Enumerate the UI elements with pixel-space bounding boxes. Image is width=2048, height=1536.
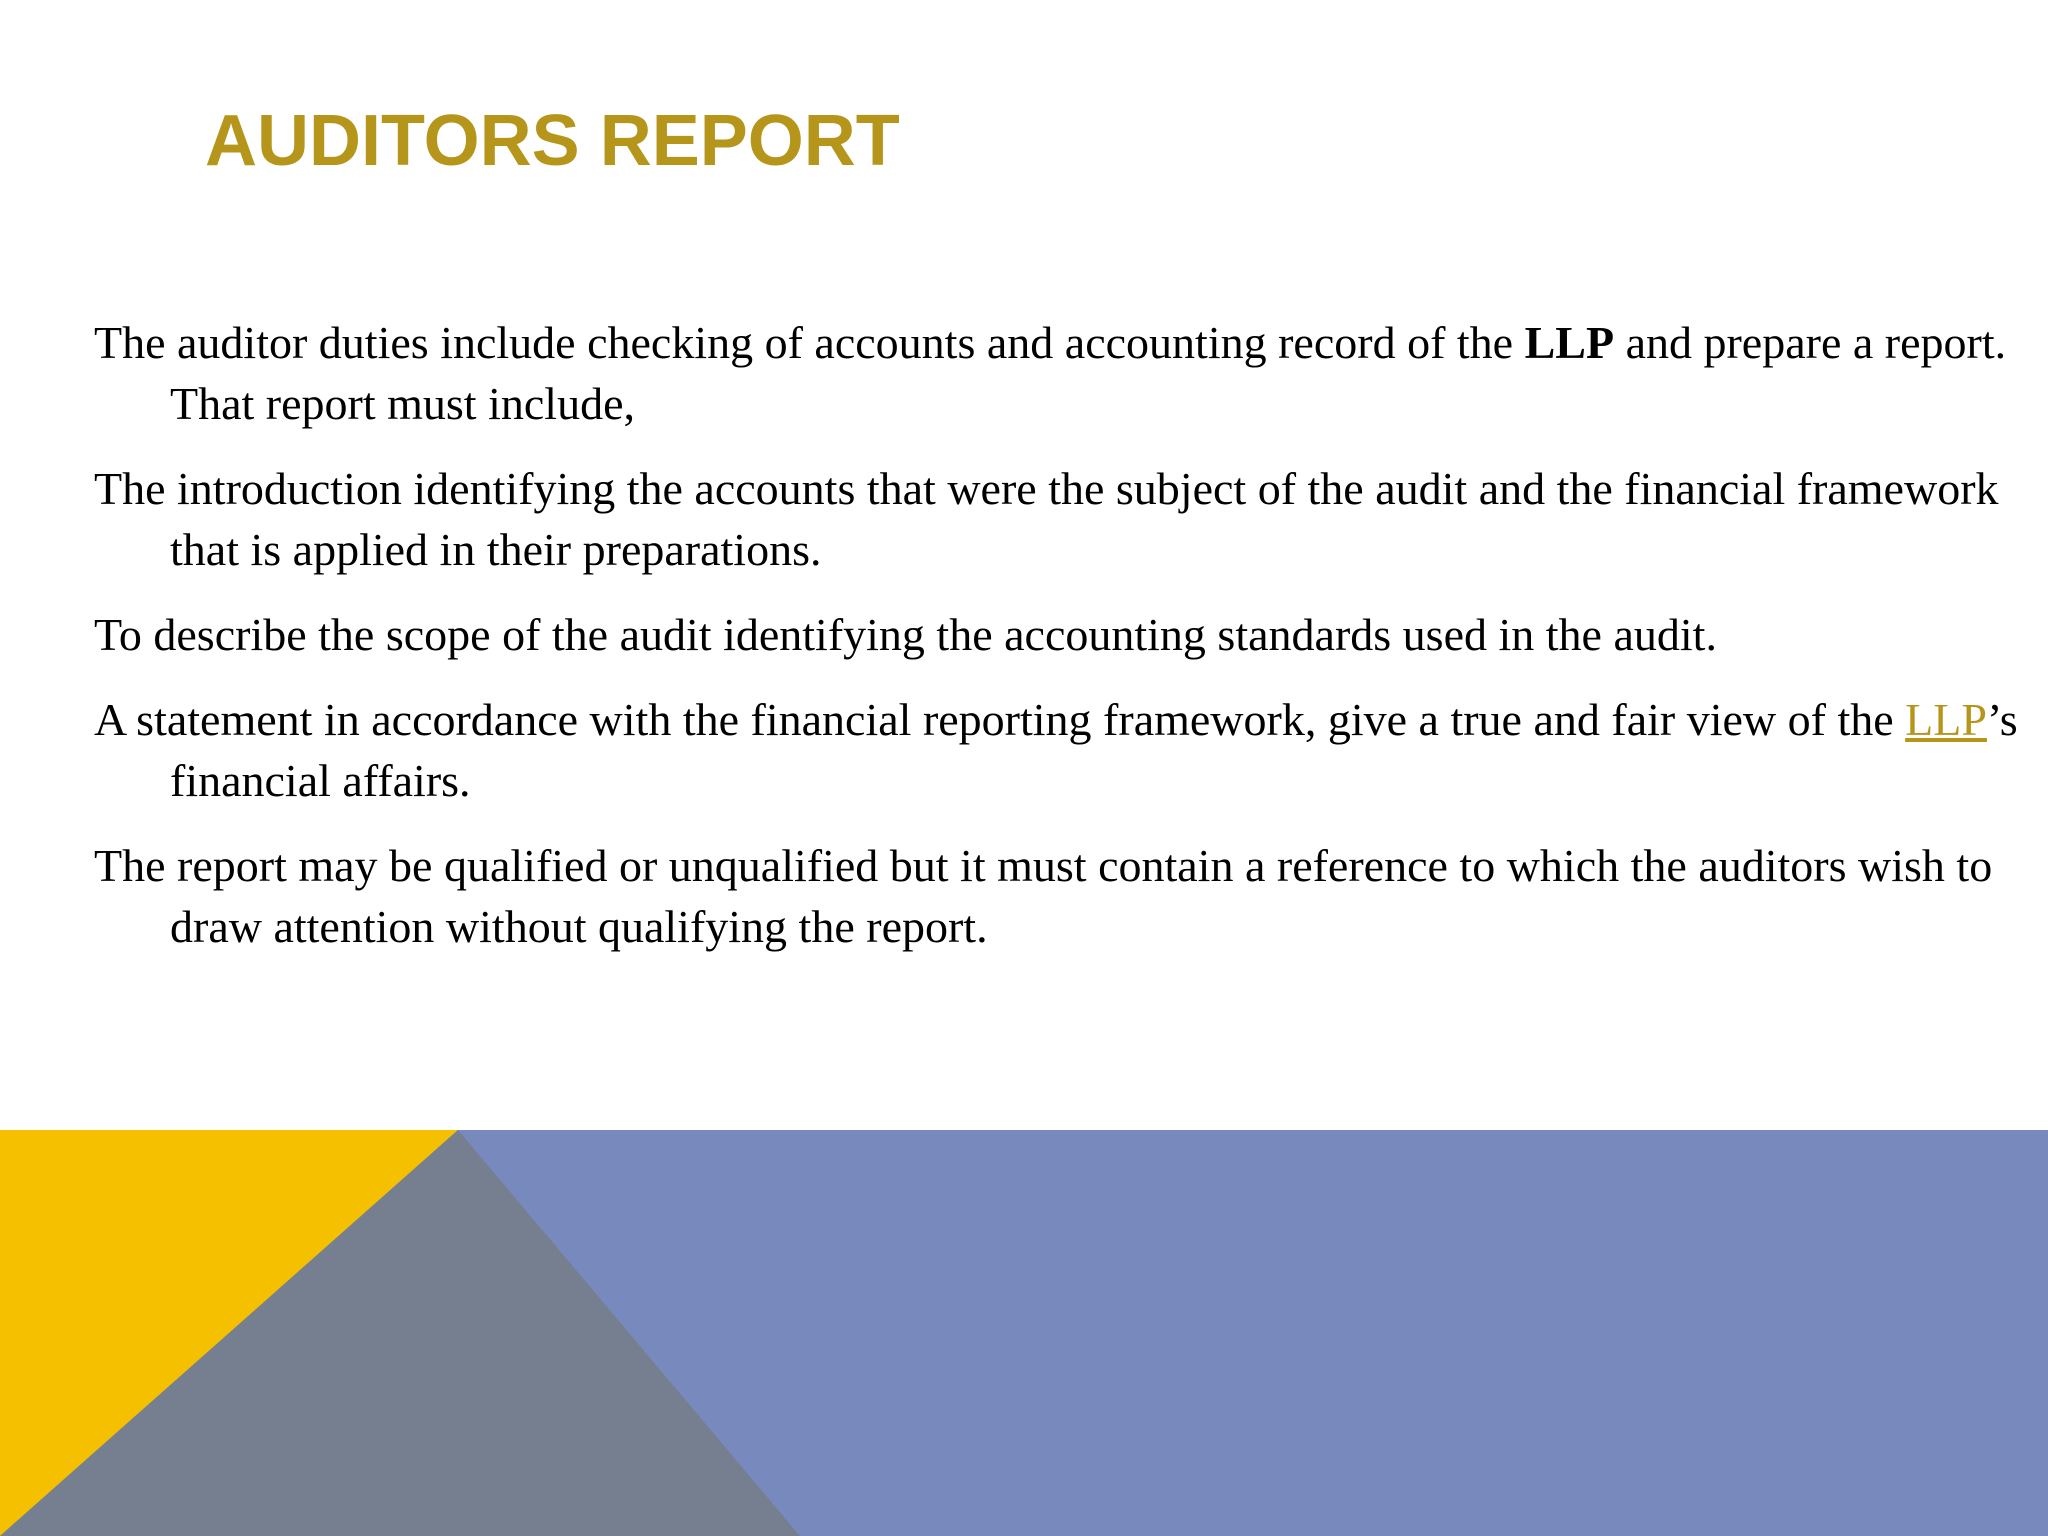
slide-body xyxy=(94,312,2024,981)
paragraph-text: ’s financial affairs. xyxy=(170,694,2018,806)
paragraph-auditor-duties xyxy=(94,312,2024,434)
decorative-shapes xyxy=(0,1130,2048,1536)
slide-title: AUDITORS REPORT xyxy=(205,101,900,181)
paragraph-text: The auditor duties include checking of accounts and accounting record of the xyxy=(94,317,1525,368)
paragraph-introduction: The introduction identifying the accounts that were the subject of the audit and the financial framework that is applied in their preparations. xyxy=(94,463,1999,575)
paragraph-statement xyxy=(94,689,2024,811)
paragraph-text: A statement in accordance with the financial reporting framework, give a true and fair view of the xyxy=(94,694,1906,745)
llp-link[interactable]: LLP xyxy=(1905,694,1987,745)
paragraph-qualification: The report may be qualified or unqualified but it must contain a reference to which the auditors wish to draw attention without qualifying the report. xyxy=(94,840,1993,952)
paragraph-scope: To describe the scope of the audit identifying the accounting standards used in the audit. xyxy=(94,609,1717,660)
bold-llp: LLP xyxy=(1524,317,1615,368)
paragraph-text: and prepare a report. That report must include, xyxy=(170,317,2007,429)
